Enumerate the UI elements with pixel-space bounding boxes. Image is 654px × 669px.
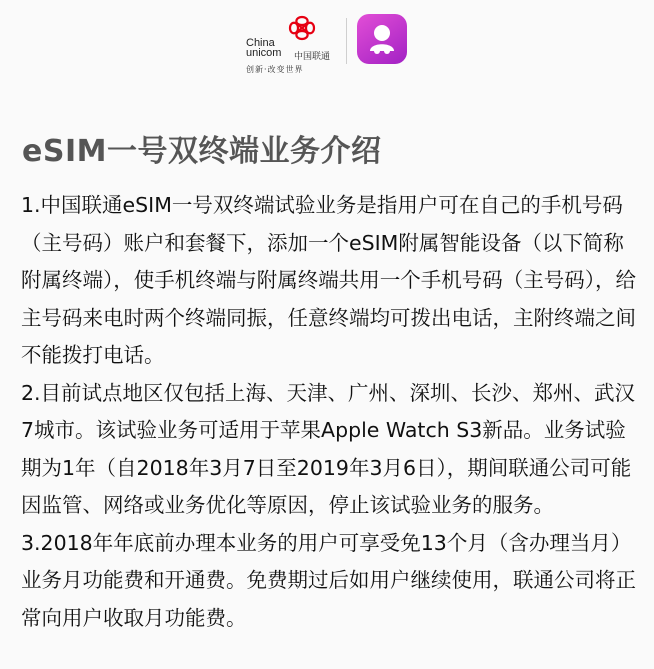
china-unicom-logo bbox=[246, 12, 342, 74]
brand-english-name bbox=[246, 38, 281, 58]
page-title: eSIM一号双终端业务介绍 bbox=[22, 134, 382, 169]
user-icon bbox=[357, 14, 407, 64]
page-header bbox=[0, 0, 654, 90]
paragraph-1: 1.中国联通eSIM一号双终端试验业务是指用户可在自己的手机号码（主号码）账户和套餐下，添加一个eSIM附属智能设备（以下简称附属终端），使手机终端与附属终端共用一个手机号码（主号码），给主号码来电时两个终端同振，任意终端均可拨出电话，主附终端之间不能拨打电话。 bbox=[21, 193, 636, 367]
paragraph-2: 2.目前试点地区仅包括上海、天津、广州、深圳、长沙、郑州、武汉7城市。该试验业务可适用于苹果Apple Watch S3新品。业务试验期为1年（自2018年3月7日至2019年3月6日），期间联通公司可能因监管、网络或业务优化等原因，停止该试验业务的服务。 bbox=[21, 380, 636, 517]
brand-en-line1: China bbox=[246, 37, 275, 49]
brand-en-line2: unicom bbox=[246, 47, 282, 59]
brand-chinese-name: 中国联通 bbox=[294, 52, 331, 62]
app-icon bbox=[357, 14, 407, 64]
paragraph-3: 3.2018年年底前办理本业务的用户可享受免13个月（含办理当月）业务月功能费和开通费。免费期过后如用户继续使用，联通公司将正常向用户收取月功能费。 bbox=[21, 530, 636, 630]
article-body bbox=[21, 187, 636, 637]
brand-slogan: 创新·改变世界 bbox=[246, 65, 304, 74]
unicom-knot-icon bbox=[282, 14, 322, 42]
header-divider bbox=[346, 18, 347, 64]
